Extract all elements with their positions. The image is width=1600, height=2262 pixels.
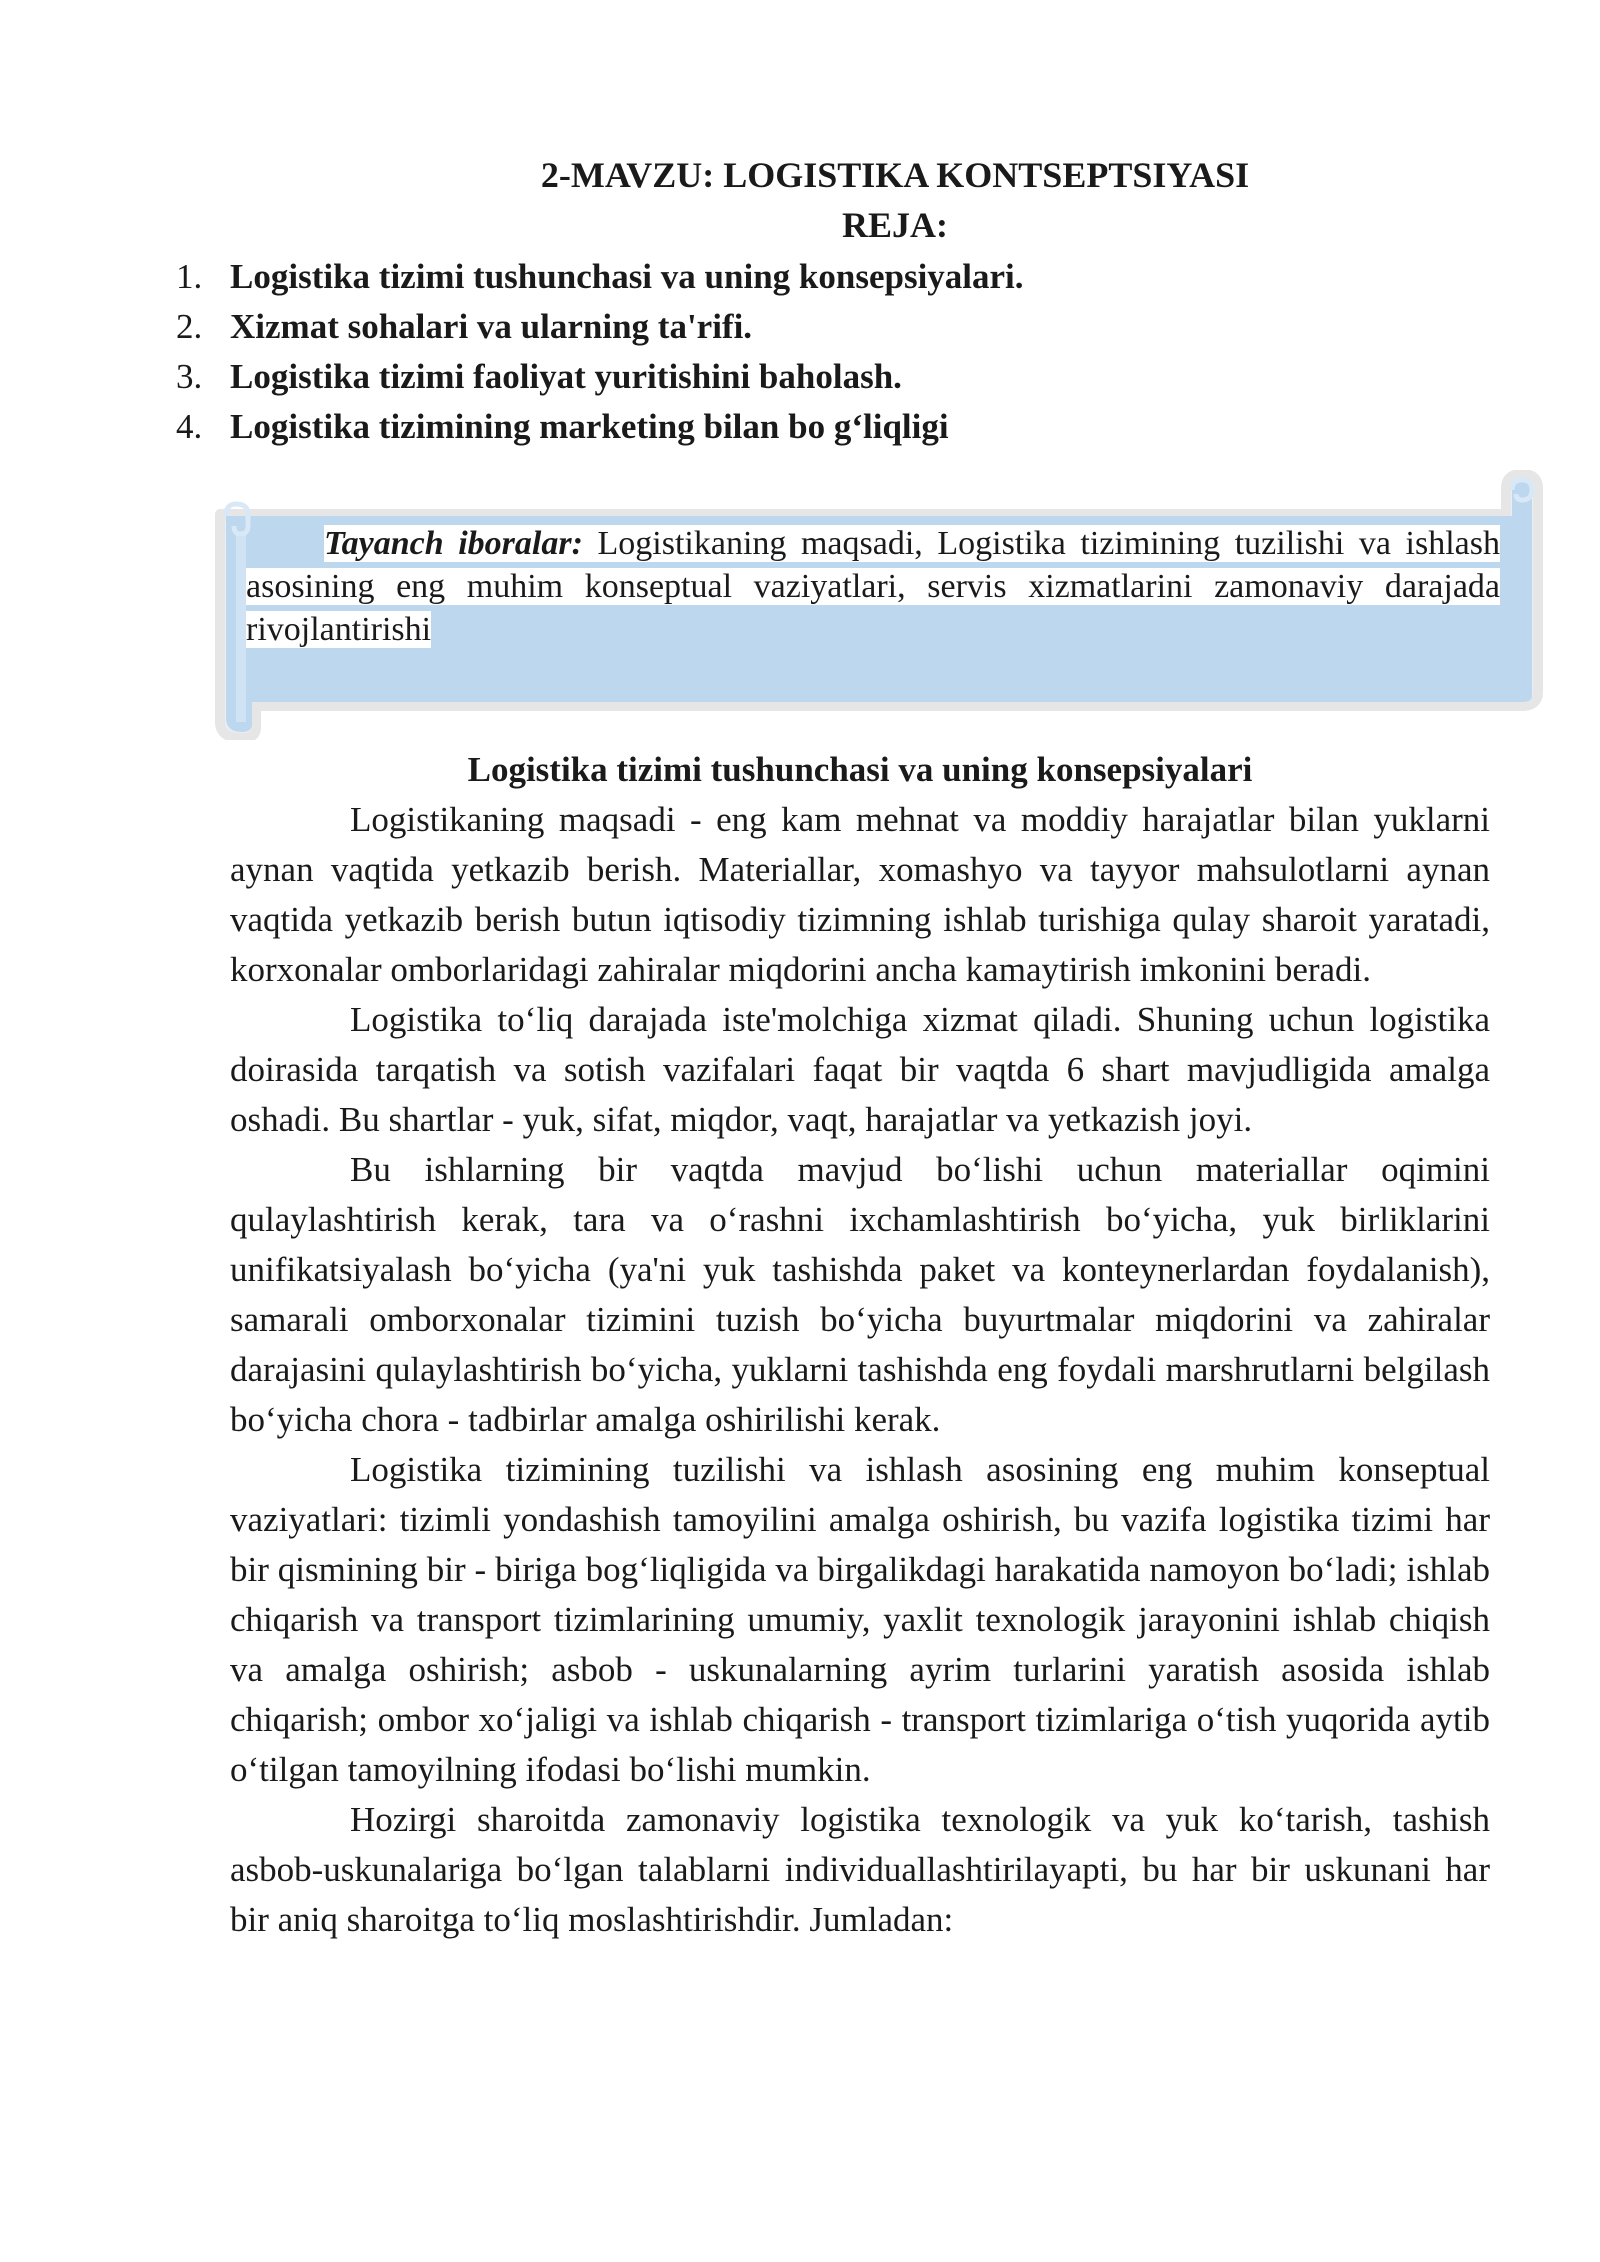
plan-item <box>176 252 1476 302</box>
paragraph: Logistika tizimining tuzilishi va ishlash asosining eng muhim konseptual vaziyatlari: tizimli yondashish tamoyilini amalga oshirish, bu vazifa logistika tizimi har bir qismining bir - biriga bog‘liqligida va birgalikdagi harakatida namoyon bo‘ladi; ishlab chiqarish va transport tizimlarining umumiy, yaxlit texnologik jarayonini ishlab chiqish va amalga oshirish; asbob - uskunalarning ayrim turlarini yaratish asosida ishlab chiqarish; ombor xo‘jaligi va ishlab chiqarish - transport tizimlariga o‘tish yuqorida aytib o‘tilgan tamoyilning ifodasi bo‘lishi mumkin. <box>230 1450 1490 1789</box>
plan-item-number: 3. <box>176 357 203 396</box>
page-title: 2-MAVZU: LOGISTIKA KONTSEPTSIYASI <box>540 155 1250 195</box>
keywords-text-block <box>246 522 1500 651</box>
plan-item-text: Logistika tizimining marketing bilan bo g‘liqligi <box>230 407 949 446</box>
paragraph: Logistika to‘liq darajada iste'molchiga xizmat qiladi. Shuning uchun logistika doirasida tarqatish va sotish vazifalari faqat bir vaqtda 6 shart mavjudligida amalga oshadi. Bu shartlar - yuk, sifat, miqdor, vaqt, harajatlar va yetkazish joyi. <box>230 1000 1490 1139</box>
plan-item <box>176 302 1476 352</box>
plan-item-number: 1. <box>176 257 203 296</box>
paragraph: Bu ishlarning bir vaqtda mavjud bo‘lishi uchun materiallar oqimini qulaylashtirish kerak, tara va o‘rashni ixchamlashtirish bo‘yicha, yuk birliklarini unifikatsiyalash bo‘yicha (ya'ni yuk tashishda paket va konteynerlardan foydalanish), samarali omborxonalar tizimini tuzish bo‘yicha buyurtmalar miqdorini va zahiralar darajasini qulaylashtirish bo‘yicha, yuklarni tashishda eng foydali marshrutlarni belgilash bo‘yicha chora - tadbirlar amalga oshirilishi kerak. <box>230 1150 1490 1439</box>
keywords-text: Logistikaning maqsadi, Logistika tizimining tuzilishi va ishlash asosining eng muhim konseptual vaziyatlari, servis xizmatlarini zamonaviy darajada rivojlantirishi <box>246 525 1501 648</box>
body-text <box>230 795 1490 1945</box>
plan-item <box>176 402 1476 452</box>
plan-list <box>176 252 1476 452</box>
section-heading: Logistika tizimi tushunchasi va uning konsepsiyalari <box>467 750 1253 789</box>
keywords-scroll-banner <box>196 470 1550 740</box>
plan-item-number: 4. <box>176 407 203 446</box>
paragraph: Logistikaning maqsadi - eng kam mehnat va moddiy harajatlar bilan yuklarni aynan vaqtida yetkazib berish. Materiallar, xomashyo va tayyor mahsulotlarni aynan vaqtida yetkazib berish butun iqtisodiy tizimning ishlab turishiga qulay sharoit yaratadi, korxonalar omborlaridagi zahiralar miqdorini ancha kamaytirish imkonini beradi. <box>230 800 1490 989</box>
plan-item-text: Logistika tizimi tushunchasi va uning konsepsiyalari. <box>230 257 1024 296</box>
plan-item-text: Logistika tizimi faoliyat yuritishini baholash. <box>230 357 902 396</box>
plan-item <box>176 352 1476 402</box>
paragraph: Hozirgi sharoitda zamonaviy logistika texnologik va yuk ko‘tarish, tashish asbob-uskunalariga bo‘lgan talablarni individuallashtirilayapti, bu har bir uskunani har bir aniq sharoitga to‘liq moslashtirishdir. Jumladan: <box>230 1800 1490 1939</box>
plan-item-number: 2. <box>176 307 203 346</box>
keywords-label: Tayanch iboralar: <box>324 525 583 562</box>
plan-heading: REJA: <box>842 205 948 245</box>
plan-item-text: Xizmat sohalari va ularning ta'rifi. <box>230 307 753 346</box>
